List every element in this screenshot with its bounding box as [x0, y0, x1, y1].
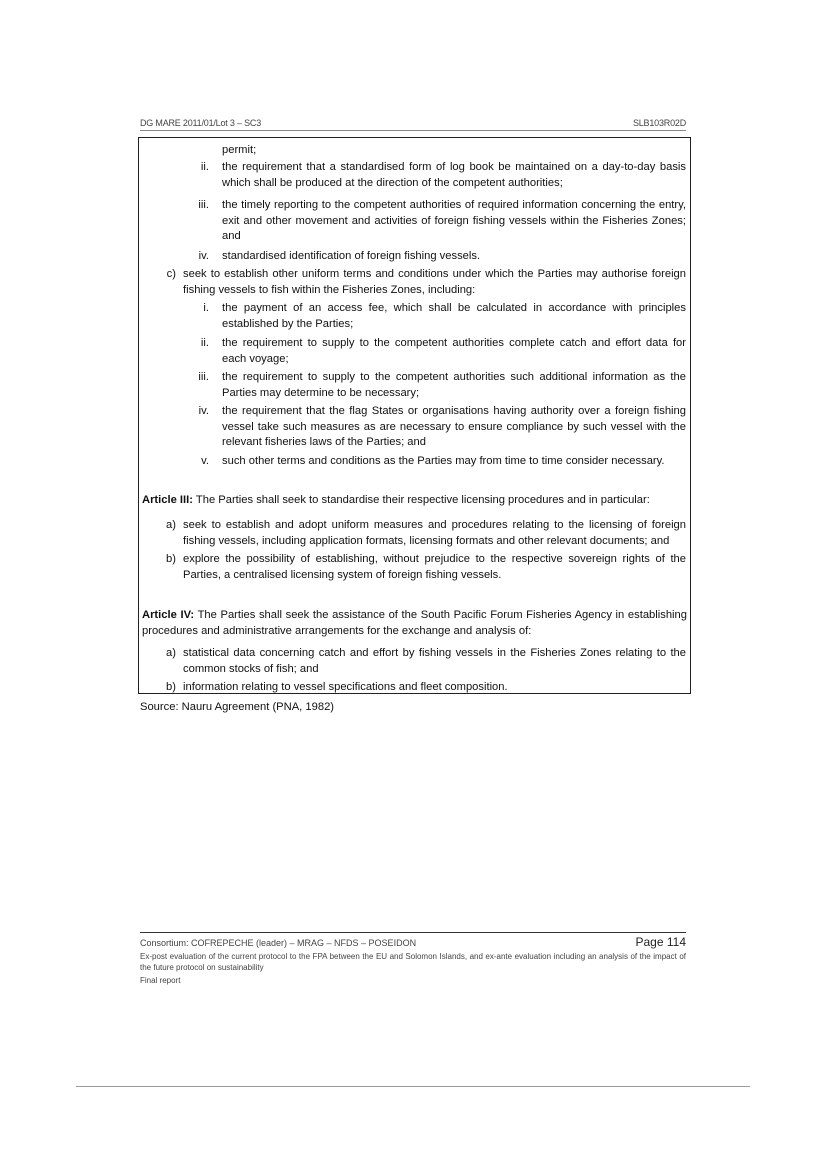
page-bottom-divider — [76, 1086, 750, 1087]
list-item-text: the requirement that a standardised form of log book be maintained on a day-to-day basis which shall be produced at the direction of the competent authorities; — [222, 161, 686, 189]
list-item-text: the payment of an access fee, which shall be calculated in accordance with principles established by the Parties; — [222, 302, 686, 330]
list-number: ii. — [200, 161, 209, 173]
list-letter: b) — [166, 553, 176, 565]
article-iii-title: Article III: — [142, 494, 193, 506]
list-item-text: the requirement that the flag States or organisations having authority over a foreign fishing vessel take such measures as are necessary to ensure compliance by such vessel with the relevant fisheries laws of the Parties; and — [222, 405, 686, 449]
list-item-text: explore the possibility of establishing, without prejudice to the respective sovereign rights of the Parties, a centralised licensing system of foreign fishing vessels. — [183, 553, 686, 581]
agreement-text-box — [138, 137, 691, 694]
source-caption: Source: Nauru Agreement (PNA, 1982) — [140, 701, 335, 713]
list-item-text: the timely reporting to the competent authorities of required information concerning the entry, exit and other movement and activities of foreign fishing vessels within the Fisheries Zones; and — [222, 199, 686, 243]
list-item-text: the requirement to supply to the competent authorities such additional information as the Parties may determine to be necessary; — [222, 371, 686, 399]
article-iv-intro: Article IV: The Parties shall seek the assistance of the South Pacific Forum Fisheries Agency in establishing procedures and administrative arrangements for the exchange and analysis of: — [142, 609, 687, 637]
list-letter: a) — [166, 519, 176, 531]
list-number: v. — [201, 455, 209, 467]
list-item-text: the requirement to supply to the competent authorities complete catch and effort data for each voyage; — [222, 337, 686, 365]
list-item-text: statistical data concerning catch and effort by fishing vessels in the Fisheries Zones relating to the common stocks of fish; and — [183, 647, 686, 675]
list-item-text: seek to establish other uniform terms and conditions under which the Parties may authorise foreign fishing vessels to fish within the Fisheries Zones, including: — [183, 268, 686, 296]
article-iii-intro: Article III: The Parties shall seek to standardise their respective licensing procedures and in particular: — [142, 494, 650, 506]
list-number: iii. — [198, 371, 209, 383]
header-document-id: DG MARE 2011/01/Lot 3 – SC3 — [140, 118, 261, 128]
footer-description: Ex-post evaluation of the current protocol to the FPA between the EU and Solomon Islands, and ex-ante evaluation including an analysis of the impact of the future protocol on sustainability — [140, 952, 686, 972]
header-report-code: SLB103R02D — [632, 118, 686, 128]
footer-consortium: Consortium: COFREPECHE (leader) – MRAG – NFDS – POSEIDON — [140, 938, 417, 948]
article-iv-title: Article IV: — [142, 609, 195, 621]
list-number: iv. — [198, 405, 209, 417]
list-item-text: such other terms and conditions as the Parties may from time to time consider necessary. — [222, 455, 665, 467]
list-number: i. — [203, 302, 209, 314]
list-number: ii. — [200, 337, 209, 349]
list-item-text: standardised identification of foreign fishing vessels. — [222, 250, 481, 262]
list-letter: a) — [166, 647, 176, 659]
list-item-text: information relating to vessel specifications and fleet composition. — [183, 681, 508, 693]
footer-divider — [140, 932, 686, 933]
list-letter: b) — [166, 681, 176, 693]
page-header — [140, 118, 686, 131]
list-item-text: seek to establish and adopt uniform measures and procedures relating to the licensing of foreign fishing vessels, including application formats, licensing formats and other relevant documents; and — [183, 519, 686, 547]
footer-final-report: Final report — [140, 976, 181, 985]
list-number: iv. — [198, 250, 209, 262]
page-number: Page 114 — [635, 935, 686, 949]
list-number: iii. — [198, 199, 209, 211]
continuation-text: permit; — [222, 144, 257, 156]
list-letter: c) — [166, 268, 176, 280]
